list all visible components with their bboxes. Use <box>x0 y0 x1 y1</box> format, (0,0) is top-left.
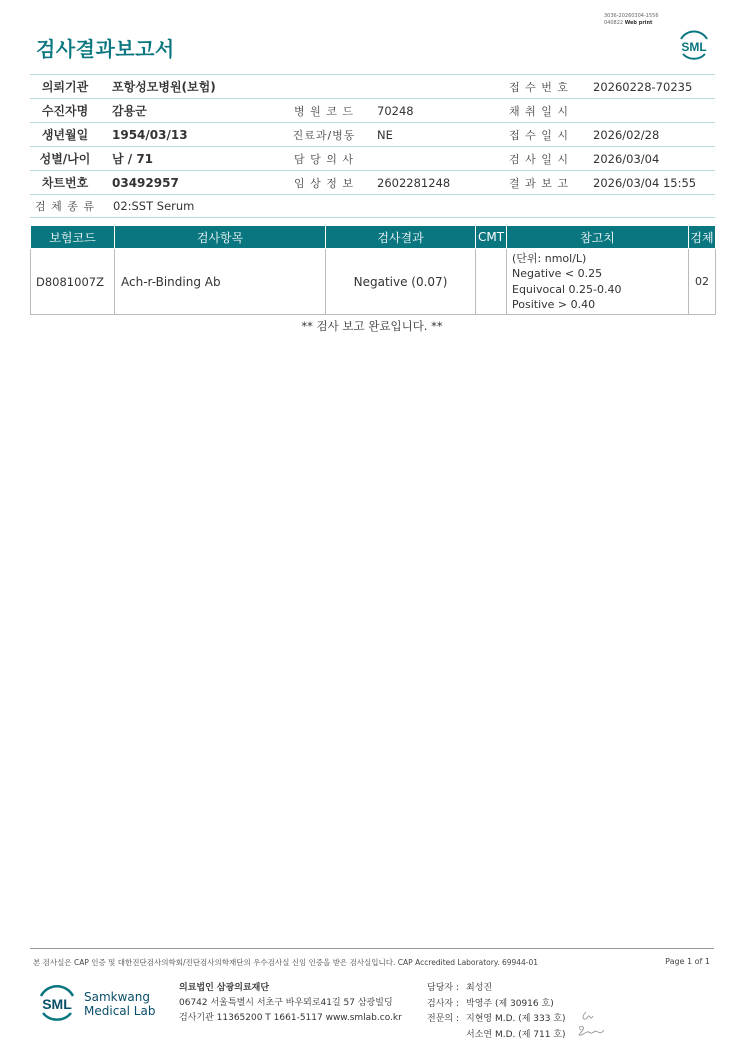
staff-list <box>427 981 566 1043</box>
accreditation-note: 본 검사실은 CAP 인증 및 대한진단검사의학회/진단검사의학재단의 우수검사실 신임 인증을 받은 검사실입니다. CAP Accredited Laboratory. 69944-01 <box>33 958 539 967</box>
svg-text:SML: SML <box>681 40 707 54</box>
info-value: NE <box>364 123 498 147</box>
info-label: 성별/나이 <box>30 147 100 171</box>
col-test-result: 검사결과 <box>326 226 476 249</box>
org-address: 06742 서울특별시 서초구 바우뫼로41길 57 삼광빌딩 <box>179 998 393 1008</box>
reference-range <box>507 249 689 315</box>
info-label: 임 상 정 보 <box>284 171 364 195</box>
staff-row: 전문의 : 지현영 M.D. (제 333 호) <box>427 1014 566 1024</box>
info-label: 수진자명 <box>30 99 100 123</box>
info-value: 2602281248 <box>364 171 498 195</box>
staff-row: 담당자 : 최성진 <box>427 983 493 993</box>
reference-negative: Negative < 0.25 <box>512 267 603 280</box>
table-row <box>31 249 716 315</box>
test-result: Negative (0.07) <box>326 249 476 315</box>
info-value: 2026/03/04 15:55 <box>580 171 715 195</box>
info-row <box>30 171 715 195</box>
info-row <box>30 99 715 123</box>
info-label: 담 당 의 사 <box>284 147 364 171</box>
info-label: 생년월일 <box>30 123 100 147</box>
info-label: 결 과 보 고 <box>498 171 580 195</box>
sml-logo-icon <box>676 27 712 63</box>
specimen-code: 02 <box>689 249 716 315</box>
test-item: Ach-r-Binding Ab <box>115 249 326 315</box>
info-label: 검 사 일 시 <box>498 147 580 171</box>
report-code <box>604 13 659 27</box>
staff-row: 검사자 : 박영주 (제 30916 호) <box>427 998 554 1009</box>
info-label: 의뢰기관 <box>30 75 100 99</box>
org-name: 의료법인 삼광의료재단 <box>179 983 270 993</box>
report-code-line2: 040822 Web print <box>604 20 653 26</box>
patient-info-table <box>30 74 715 218</box>
info-row <box>30 123 715 147</box>
specimen-label: 검 체 종 류 <box>30 195 100 218</box>
info-label: 접 수 일 시 <box>498 123 580 147</box>
info-value: 감용군 <box>100 99 284 123</box>
col-test-item: 검사항목 <box>115 226 326 249</box>
info-value: 70248 <box>364 99 498 123</box>
report-code-line1: 3036-20260304-1556 <box>604 13 659 19</box>
info-label: 접 수 번 호 <box>498 75 580 99</box>
organization-info <box>179 981 402 1026</box>
company-name: Samkwang Medical Lab <box>84 990 156 1018</box>
info-value <box>364 147 498 171</box>
signature-icon <box>576 1008 610 1040</box>
info-value: 20260228-70235 <box>580 75 715 99</box>
staff-row: 서소연 M.D. (제 711 호) <box>466 1029 566 1040</box>
info-value: 1954/03/13 <box>100 123 284 147</box>
col-reference: 참고치 <box>507 226 689 249</box>
specimen-value: 02:SST Serum <box>100 195 715 218</box>
samkwang-logo-icon <box>37 981 77 1025</box>
cmt <box>476 249 507 315</box>
info-label <box>284 75 364 99</box>
info-value <box>580 99 715 123</box>
info-label: 채 취 일 시 <box>498 99 580 123</box>
insurance-code: D8081007Z <box>31 249 115 315</box>
reference-equivocal: Equivocal 0.25-0.40 <box>512 282 622 296</box>
reference-unit: (단위: nmol/L) <box>512 251 587 265</box>
footer-divider <box>30 948 714 949</box>
info-row <box>30 75 715 99</box>
page-title: 검사결과보고서 <box>36 37 175 61</box>
info-value: 2026/02/28 <box>580 123 715 147</box>
svg-text:SML: SML <box>42 996 72 1012</box>
info-value: 포항성모병원(보험) <box>100 75 284 99</box>
result-table <box>30 225 716 315</box>
info-label: 차트번호 <box>30 171 100 195</box>
info-value: 남 / 71 <box>100 147 284 171</box>
info-row <box>30 147 715 171</box>
info-value <box>364 75 498 99</box>
info-label: 병 원 코 드 <box>284 99 364 123</box>
completion-note: ** 검사 보고 완료입니다. ** <box>301 319 443 333</box>
info-row-specimen <box>30 195 715 218</box>
info-value: 2026/03/04 <box>580 147 715 171</box>
reference-positive: Positive > 0.40 <box>512 298 596 311</box>
org-contact: 검사기관 11365200 T 1661-5117 www.smlab.co.kr <box>179 1013 402 1023</box>
page-number: Page 1 of 1 <box>665 957 710 966</box>
col-insurance-code: 보험코드 <box>31 226 115 249</box>
info-label: 진료과/병동 <box>284 123 364 147</box>
col-cmt: CMT <box>476 226 507 249</box>
col-specimen: 검체 <box>689 226 716 249</box>
info-value: 03492957 <box>100 171 284 195</box>
